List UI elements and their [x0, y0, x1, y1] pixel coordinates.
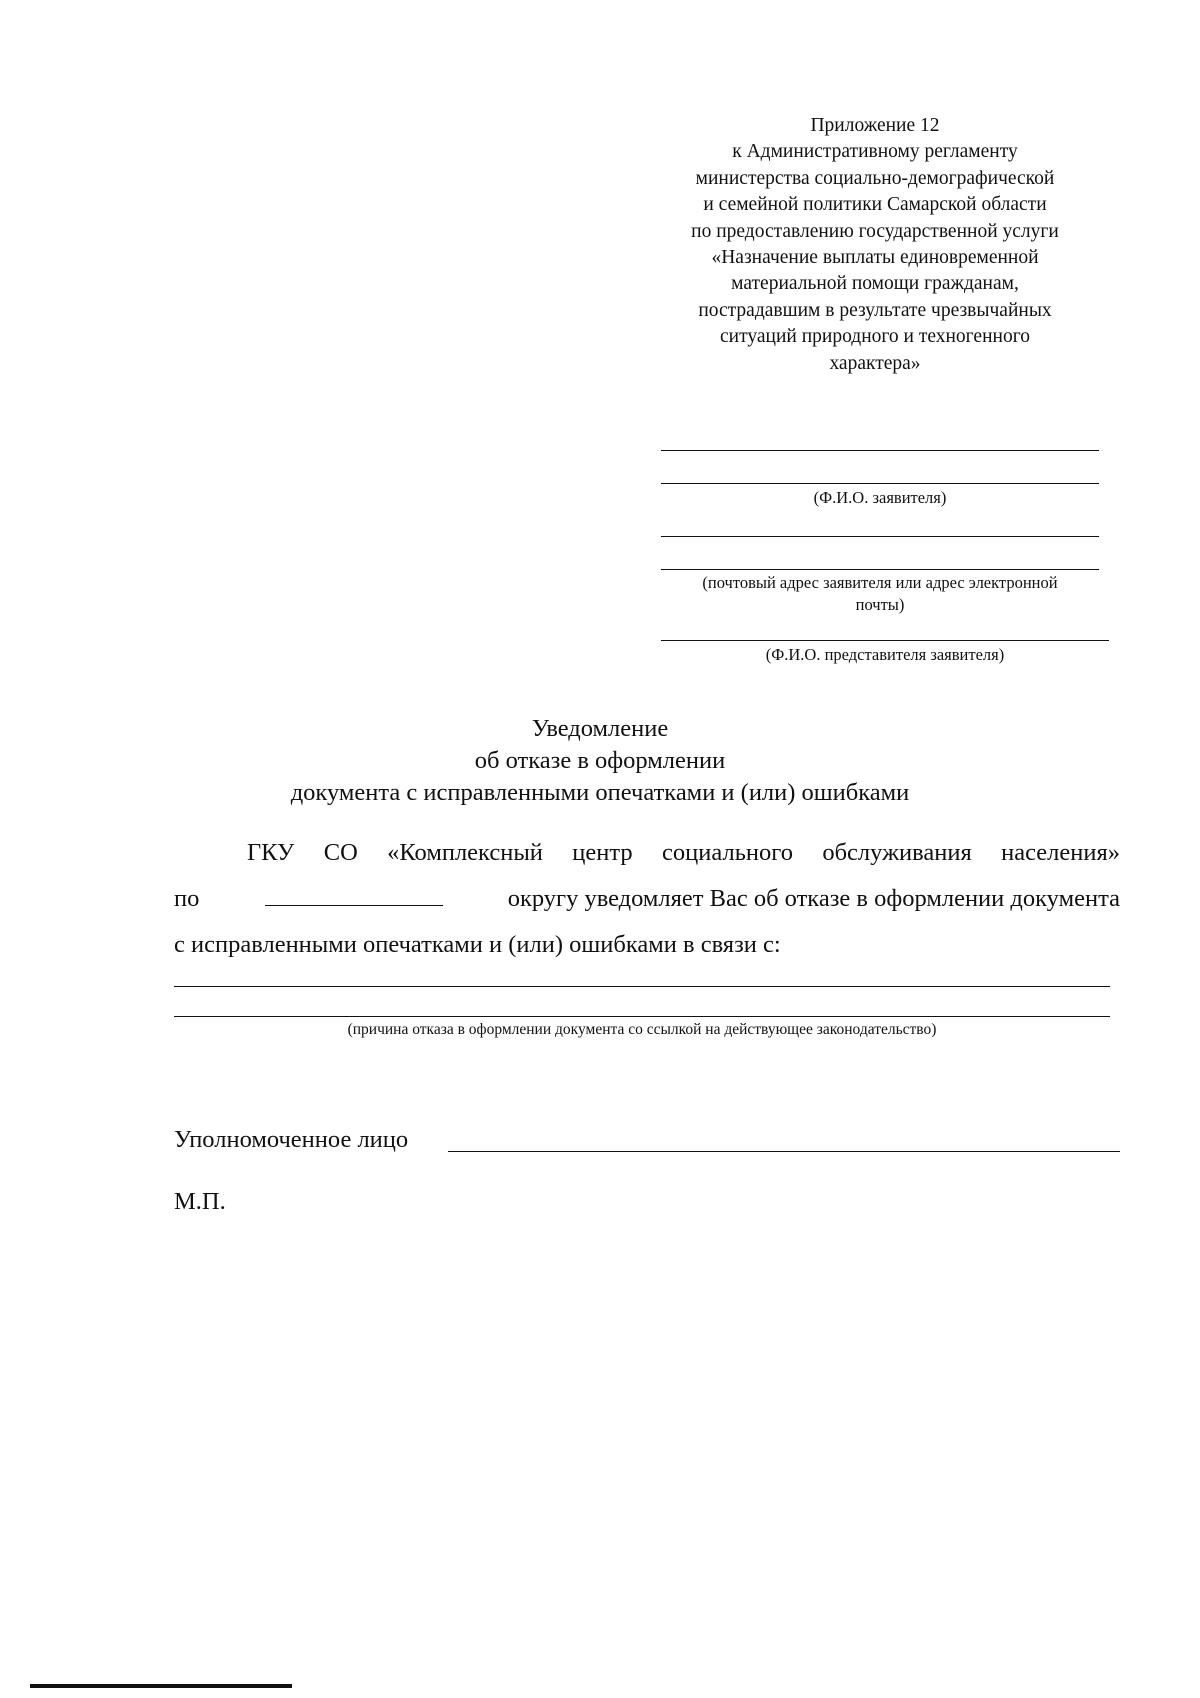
address-caption-line-2: почты)	[855, 595, 905, 614]
body-line-2	[174, 876, 1120, 922]
body-line-3: с исправленными опечатками и (или) ошибками в связи с:	[174, 931, 781, 958]
body-line-1	[174, 830, 1120, 876]
appendix-line: «Назначение выплаты единовременной	[711, 247, 1039, 269]
applicant-fio-caption: (Ф.И.О. заявителя)	[813, 488, 947, 507]
title-line-2: об отказе в оформлении	[474, 747, 726, 774]
applicant-address-caption	[650, 572, 1110, 616]
body-line-1-text: ГКУ СО «Комплексный центр социального обслуживания населения»	[247, 839, 1120, 866]
body-line-2-suffix: округу уведомляет Вас об отказе в оформлении документа	[507, 885, 1120, 912]
stamp-label: М.П.	[174, 1188, 226, 1215]
appendix-header	[640, 113, 1110, 377]
title-line-1: Уведомление	[531, 715, 669, 742]
representative-fio-caption: (Ф.И.О. представителя заявителя)	[765, 645, 1005, 664]
notice-body	[174, 830, 1120, 968]
applicant-address-line-1[interactable]	[661, 536, 1099, 537]
appendix-line: министерства социально-демографической	[695, 167, 1055, 189]
notice-title	[0, 713, 1200, 809]
appendix-line: пострадавшим в результате чрезвычайных	[698, 299, 1052, 321]
footnote-separator	[30, 1684, 292, 1688]
body-line-2-prefix: по	[174, 885, 200, 912]
signature-line[interactable]	[448, 1151, 1120, 1152]
district-blank[interactable]	[265, 883, 443, 906]
applicant-fio-line-2[interactable]	[661, 483, 1099, 484]
appendix-line: ситуаций природного и техногенного	[720, 326, 1030, 348]
reason-caption: (причина отказа в оформлении документа со ссылкой на действующее законодательство)	[347, 1021, 937, 1038]
applicant-address-line-2[interactable]	[661, 569, 1099, 570]
applicant-fio-line-1[interactable]	[661, 450, 1099, 451]
appendix-line: и семейной политики Самарской области	[703, 194, 1047, 216]
appendix-line: по предоставлению государственной услуги	[691, 220, 1059, 242]
signature-label: Уполномоченное лицо	[174, 1126, 409, 1153]
appendix-line: материальной помощи гражданам,	[731, 273, 1019, 295]
appendix-line: к Административному регламенту	[732, 141, 1018, 163]
reason-line-2[interactable]	[174, 1016, 1110, 1017]
address-caption-line-1: (почтовый адрес заявителя или адрес электронной	[702, 573, 1058, 592]
appendix-line: характера»	[829, 352, 921, 374]
appendix-line: Приложение 12	[810, 115, 940, 136]
reason-line-1[interactable]	[174, 986, 1110, 987]
title-line-3: документа с исправленными опечатками и (или) ошибками	[290, 779, 910, 806]
representative-fio-line[interactable]	[661, 640, 1109, 641]
